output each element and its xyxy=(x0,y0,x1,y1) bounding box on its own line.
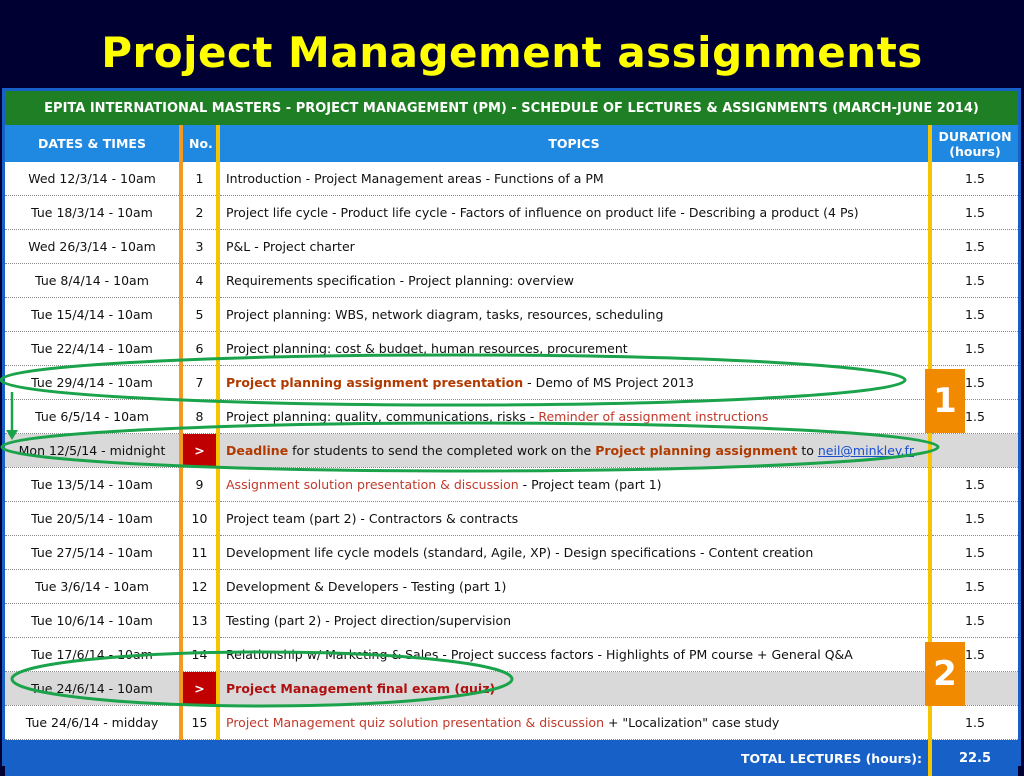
header-duration-line1: DURATION xyxy=(938,129,1011,144)
deadline-row xyxy=(5,434,1018,468)
row-date: Tue 20/5/14 - 10am xyxy=(5,502,181,536)
row-duration: 1.5 xyxy=(930,638,1018,672)
table-row xyxy=(5,298,1018,332)
deadline-text-2: to xyxy=(797,443,818,458)
exam-marker: > xyxy=(181,672,218,706)
table-row xyxy=(5,638,1018,672)
final-exam-label: Project Management final exam (quiz) xyxy=(226,681,495,696)
row-number: 5 xyxy=(181,298,218,332)
solution-presentation-text: Assignment solution presentation & discussion xyxy=(226,477,519,492)
row-topic: Requirements specification - Project planning: overview xyxy=(218,264,930,298)
row-duration xyxy=(930,434,1018,468)
row-number: 1 xyxy=(181,162,218,196)
header-topics: TOPICS xyxy=(218,125,930,162)
row-date: Tue 8/4/14 - 10am xyxy=(5,264,181,298)
row-topic: Introduction - Project Management areas - Functions of a PM xyxy=(218,162,930,196)
row-number: 4 xyxy=(181,264,218,298)
table-row xyxy=(5,536,1018,570)
row-topic: Project team (part 2) - Contractors & contracts xyxy=(218,502,930,536)
schedule-table xyxy=(5,91,1018,776)
deadline-assignment-label: Project planning assignment xyxy=(595,443,797,458)
row-number: 10 xyxy=(181,502,218,536)
header-dates: DATES & TIMES xyxy=(5,125,181,162)
row-duration: 1.5 xyxy=(930,298,1018,332)
row-number: 9 xyxy=(181,468,218,502)
row-number: 14 xyxy=(181,638,218,672)
row-date: Tue 10/6/14 - 10am xyxy=(5,604,181,638)
header-duration-line2: (hours) xyxy=(949,144,1000,159)
row-date: Tue 15/4/14 - 10am xyxy=(5,298,181,332)
row-duration: 1.5 xyxy=(930,332,1018,366)
row-date: Tue 17/6/14 - 10am xyxy=(5,638,181,672)
row-date: Wed 26/3/14 - 10am xyxy=(5,230,181,264)
table-row xyxy=(5,570,1018,604)
row-number: 11 xyxy=(181,536,218,570)
row-date: Wed 12/3/14 - 10am xyxy=(5,162,181,196)
table-row xyxy=(5,502,1018,536)
row-number: 15 xyxy=(181,706,218,740)
row-topic xyxy=(218,400,930,434)
table-row xyxy=(5,706,1018,740)
row-date: Tue 18/3/14 - 10am xyxy=(5,196,181,230)
row-date: Mon 12/5/14 - midnight xyxy=(5,434,181,468)
callout-badge-1: 1 xyxy=(925,369,965,433)
row-date: Tue 6/5/14 - 10am xyxy=(5,400,181,434)
row-date: Tue 24/6/14 - 10am xyxy=(5,672,181,706)
table-row xyxy=(5,468,1018,502)
deadline-text-1: for students to send the completed work on the xyxy=(288,443,595,458)
row-topic: Relationship w/ Marketing & Sales - Project success factors - Highlights of PM course + General Q&A xyxy=(218,638,930,672)
header-number: No. xyxy=(181,125,218,162)
row-topic: Development life cycle models (standard, Agile, XP) - Design specifications - Content creation xyxy=(218,536,930,570)
exam-row xyxy=(5,672,1018,706)
row-topic xyxy=(218,366,930,400)
table-row xyxy=(5,604,1018,638)
row-date: Tue 29/4/14 - 10am xyxy=(5,366,181,400)
row-number: 6 xyxy=(181,332,218,366)
slide-title: Project Management assignments xyxy=(0,28,1024,77)
row-date: Tue 13/5/14 - 10am xyxy=(5,468,181,502)
assignment-presentation-text: Project planning assignment presentation xyxy=(226,375,523,390)
row-topic: Testing (part 2) - Project direction/supervision xyxy=(218,604,930,638)
row-topic: Project planning: cost & budget, human resources, procurement xyxy=(218,332,930,366)
row-topic xyxy=(218,672,930,706)
row-duration: 1.5 xyxy=(930,230,1018,264)
row-topic-rest: - Demo of MS Project 2013 xyxy=(523,375,694,390)
table-banner-row xyxy=(5,91,1018,125)
row-topic: Project planning: WBS, network diagram, tasks, resources, scheduling xyxy=(218,298,930,332)
row-duration: 1.5 xyxy=(930,366,1018,400)
row-duration: 1.5 xyxy=(930,196,1018,230)
row-duration: 1.5 xyxy=(930,536,1018,570)
table-banner: EPITA INTERNATIONAL MASTERS - PROJECT MANAGEMENT (PM) - SCHEDULE OF LECTURES & ASSIGNMENTS (MARCH-JUNE 2014) xyxy=(5,91,1018,125)
row-topic-main: Project planning: quality, communications, risks - xyxy=(226,409,538,424)
table-row xyxy=(5,264,1018,298)
total-row xyxy=(5,740,1018,776)
row-date: Tue 3/6/14 - 10am xyxy=(5,570,181,604)
table-row xyxy=(5,400,1018,434)
row-topic xyxy=(218,434,930,468)
column-headers xyxy=(5,125,1018,162)
row-duration: 1.5 xyxy=(930,468,1018,502)
row-topic: P&L - Project charter xyxy=(218,230,930,264)
row-duration: 1.5 xyxy=(930,502,1018,536)
row-number: 12 xyxy=(181,570,218,604)
row-topic xyxy=(218,468,930,502)
row-number: 2 xyxy=(181,196,218,230)
row-topic: Project life cycle - Product life cycle - Factors of influence on product life - Describing a product (4 Ps) xyxy=(218,196,930,230)
header-duration xyxy=(930,125,1018,162)
row-duration: 1.5 xyxy=(930,162,1018,196)
row-topic xyxy=(218,706,930,740)
deadline-label: Deadline xyxy=(226,443,288,458)
row-topic-rest: + "Localization" case study xyxy=(604,715,779,730)
row-number: 3 xyxy=(181,230,218,264)
row-number: 13 xyxy=(181,604,218,638)
table-row xyxy=(5,162,1018,196)
callout-badge-2: 2 xyxy=(925,642,965,706)
row-date: Tue 22/4/14 - 10am xyxy=(5,332,181,366)
table-row xyxy=(5,366,1018,400)
row-duration: 1.5 xyxy=(930,570,1018,604)
table-row xyxy=(5,332,1018,366)
total-label: TOTAL LECTURES (hours): xyxy=(5,740,930,776)
row-date: Tue 24/6/14 - midday xyxy=(5,706,181,740)
row-duration: 1.5 xyxy=(930,604,1018,638)
row-number: 7 xyxy=(181,366,218,400)
email-link[interactable]: neil@minkley.fr xyxy=(818,443,914,458)
table-row xyxy=(5,196,1018,230)
row-number: 8 xyxy=(181,400,218,434)
row-date: Tue 27/5/14 - 10am xyxy=(5,536,181,570)
row-topic: Development & Developers - Testing (part 1) xyxy=(218,570,930,604)
row-duration: 1.5 xyxy=(930,706,1018,740)
row-duration: 1.5 xyxy=(930,400,1018,434)
total-value: 22.5 xyxy=(930,740,1018,776)
deadline-marker: > xyxy=(181,434,218,468)
row-topic-rest: - Project team (part 1) xyxy=(519,477,662,492)
assignment-reminder-text: Reminder of assignment instructions xyxy=(538,409,768,424)
table-row xyxy=(5,230,1018,264)
quiz-solution-text: Project Management quiz solution presentation & discussion xyxy=(226,715,604,730)
row-duration: 1.5 xyxy=(930,264,1018,298)
